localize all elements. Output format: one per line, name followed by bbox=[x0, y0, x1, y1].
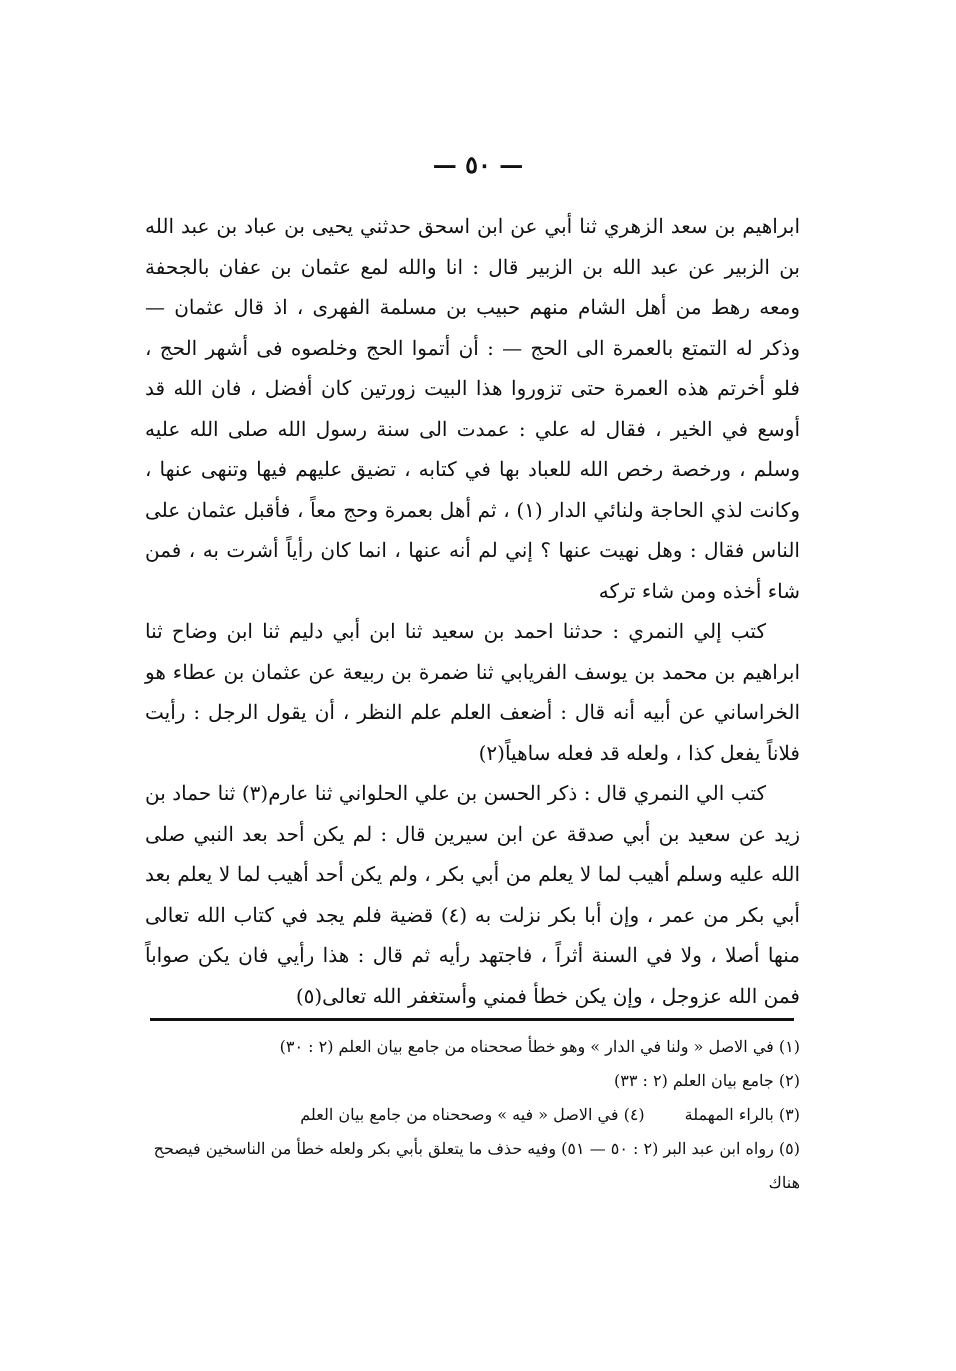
footnotes bbox=[150, 1030, 800, 1200]
footnote-row-3-4 bbox=[150, 1098, 800, 1132]
paragraph-1: ابراهيم بن سعد الزهري ثنا أبي عن ابن اسحق حدثني يحيى بن عباد بن عبد الله بن الزبير عن عبد الله بن الزبير قال : انا والله لمع عثمان بن عفان بالجحفة ومعه رهط من أهل الشام منهم حبيب بن مسلمة الفهرى ، اذ قال عثمان — وذكر له التمتع بالعمرة الى الحج — : أن أتموا الحج وخلصوه فى أشهر الحج ، فلو أخرتم هذه العمرة حتى تزوروا هذا البيت زورتين كان أفضل ، فان الله قد أوسع في الخير ، فقال له علي : عمدت الى سنة رسول الله صلى الله عليه وسلم ، ورخصة رخص الله للعباد بها في كتابه ، تضيق عليهم فيها وتنهى عنها ، وكانت لذي الحاجة ولنائي الدار (١) ، ثم أهل بعمرة وحج معاً ، فأقبل عثمان على الناس فقال : وهل نهيت عنها ؟ إني لم أنه عنها ، انما كان رأياً أشرت به ، فمن شاء أخذه ومن شاء تركه bbox=[145, 214, 800, 603]
footnote-1: (١) في الاصل « ولنا في الدار » وهو خطأ صححناه من جامع بيان العلم (٢ : ٣٠) bbox=[279, 1037, 800, 1056]
paragraph-2: كتب إلي النمري : حدثنا احمد بن سعيد ثنا ابن أبي دليم ثنا ابن وضاح ثنا ابراهيم بن محمد بن يوسف الفريابي ثنا ضمرة بن ربيعة عن عثمان بن عطاء هو الخراساني عن أبيه أنه قال : أضعف العلم علم النظر ، أن يقول الرجل : رأيت فلاناً يفعل كذا ، ولعله قد فعله ساهياً(٢) bbox=[145, 619, 800, 765]
page-number: — ٥٠ — bbox=[432, 150, 524, 179]
paragraph-3: كتب الي النمري قال : ذكر الحسن بن علي الحلواني ثنا عارم(٣) ثنا حماد بن زيد عن سعيد بن أبي صدقة عن ابن سيرين قال : لم يكن أحد بعد النبي صلى الله عليه وسلم أهيب لما لا يعلم من أبي بكر ، ولم يكن أحد أهيب لما لا يعلم بعد أبي بكر من عمر ، وإن أبا بكر نزلت به (٤) قضية فلم يجد في كتاب الله تعالى منها أصلا ، ولا في السنة أثراً ، فاجتهد رأيه ثم قال : هذا رأيي فان يكن صواباً فمن الله عزوجل ، وإن يكن خطأ فمني وأستغفر الله تعالى(٥) bbox=[145, 781, 800, 1008]
main-text bbox=[145, 206, 800, 1016]
footnote-divider bbox=[150, 1018, 794, 1021]
footnote-4: (٤) في الاصل « فيه » وصححناه من جامع بيان العلم bbox=[300, 1105, 645, 1124]
footnote-5: (٥) رواه ابن عبد البر (٢ : ٥٠ — ٥١) وفيه حذف ما يتعلق بأبي بكر ولعله خطأ من الناسخين فيصحح هناك bbox=[153, 1139, 800, 1192]
footnote-3: (٣) بالراء المهملة bbox=[684, 1105, 800, 1124]
footnote-2: (٢) جامع بيان العلم (٢ : ٣٣) bbox=[613, 1071, 800, 1090]
